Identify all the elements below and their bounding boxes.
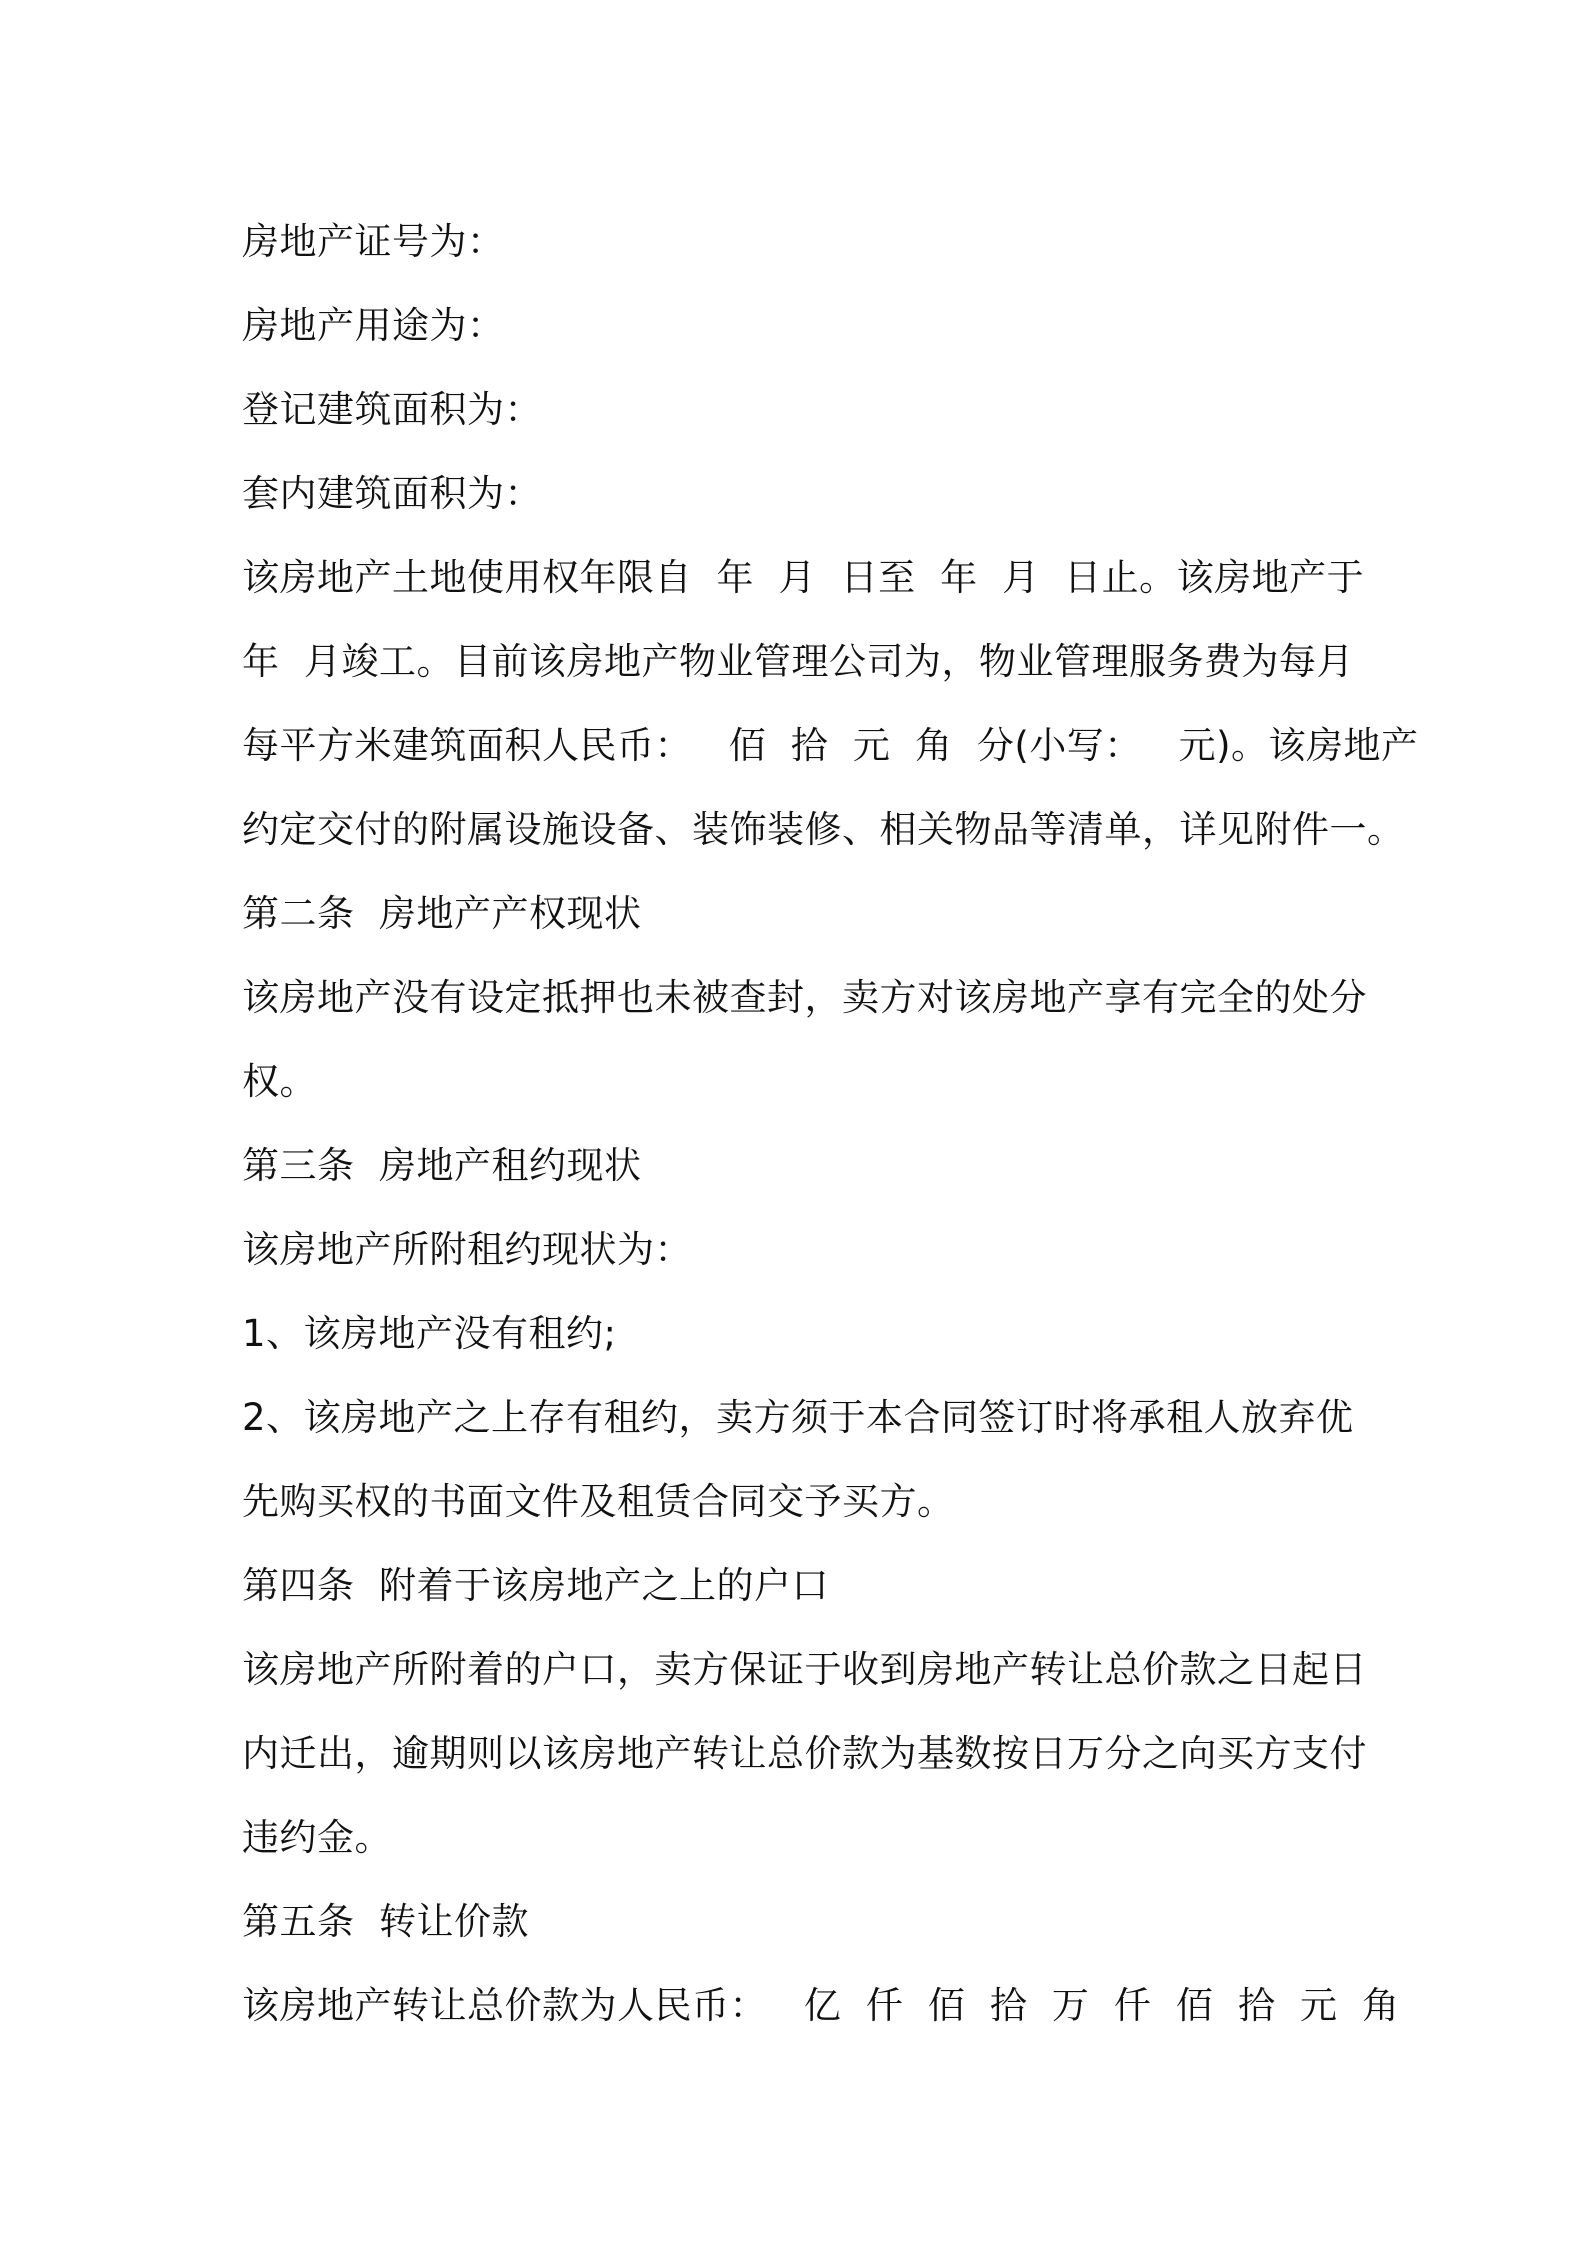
text-line: 该房地产所附租约现状为： <box>242 1228 692 1271</box>
article-heading: 第四条 附着于该房地产之上的户口 <box>242 1564 830 1607</box>
text-line: 房地产证号为： <box>242 220 505 263</box>
text-line: 该房地产土地使用权年限自 年 月 日至 年 月 日止。该房地产于 <box>242 556 1365 599</box>
article-heading: 第三条 房地产租约现状 <box>242 1144 642 1187</box>
document-body <box>242 200 1419 2048</box>
text-line: 该房地产转让总价款为人民币： 亿 仟 佰 拾 万 仟 佰 拾 元 角 <box>242 1984 1400 2027</box>
text-line: 该房地产没有设定抵押也未被查封，卖方对该房地产享有完全的处分 <box>242 976 1367 1019</box>
article-heading: 第二条 房地产产权现状 <box>242 892 642 935</box>
text-line: 内迁出，逾期则以该房地产转让总价款为基数按日万分之向买方支付 <box>242 1732 1367 1775</box>
text-line: 约定交付的附属设施设备、装饰装修、相关物品等清单，详见附件一。 <box>242 808 1405 851</box>
text-line: 每平方米建筑面积人民币： 佰 拾 元 角 分(小写： 元)。该房地产 <box>242 724 1419 767</box>
text-line: 违约金。 <box>242 1816 392 1859</box>
text-line: 年 月竣工。目前该房地产物业管理公司为，物业管理服务费为每月 <box>242 640 1355 683</box>
text-line: 权。 <box>242 1060 317 1103</box>
article-heading: 第五条 转让价款 <box>242 1900 530 1943</box>
text-line: 该房地产所附着的户口，卖方保证于收到房地产转让总价款之日起日 <box>242 1648 1367 1691</box>
text-line: 2、该房地产之上存有租约，卖方须于本合同签订时将承租人放弃优 <box>242 1396 1354 1439</box>
text-line: 1、该房地产没有租约; <box>242 1312 617 1355</box>
text-line: 套内建筑面积为： <box>242 472 542 515</box>
text-line: 房地产用途为： <box>242 304 505 347</box>
text-line: 先购买权的书面文件及租赁合同交予买方。 <box>242 1480 955 1523</box>
text-line: 登记建筑面积为： <box>242 388 542 431</box>
